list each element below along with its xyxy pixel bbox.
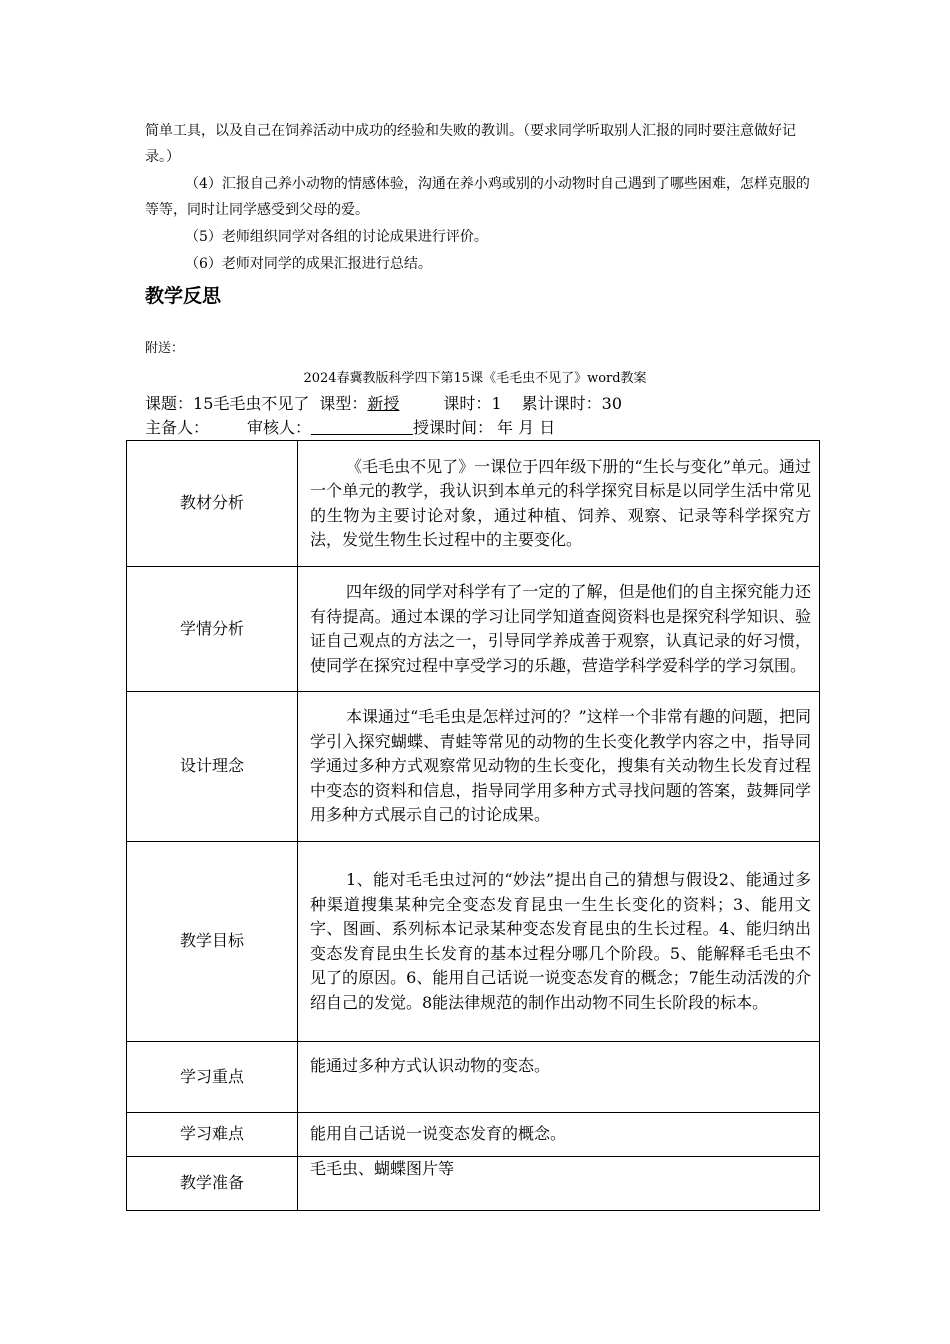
paragraph-tools-experience: 简单工具，以及自己在饲养活动中成功的经验和失败的教训。（要求同学听取别人汇报的同时要注意做好记录。） bbox=[145, 123, 796, 165]
table-row bbox=[127, 1157, 820, 1211]
document-title: 2024春冀教版科学四下第15课《毛毛虫不见了》word教案 bbox=[303, 371, 647, 386]
type-label: 课型： bbox=[319, 394, 368, 413]
row-label: 教材分析 bbox=[127, 441, 298, 567]
reviewer-label: 审核人： bbox=[247, 418, 312, 437]
preparer-label: 主备人： bbox=[145, 418, 210, 437]
row-content: 1、能对毛毛虫过河的“妙法”提出自己的猜想与假设2、能通过多种渠道搜集某种完全变态发育昆虫一生生长变化的资料；3、能用文字、图画、系列标本记录某种变态发育昆虫的生长过程。4、能归纳出变态发育昆虫生长发育的基本过程分哪几个阶段。5、能解释毛毛虫不见了的原因。6、能用自己话说一说变态发育的概念；7能生动活泼的介绍自己的发觉。8能法律规范的制作出动物不同生长阶段的标本。 bbox=[298, 842, 820, 1042]
paragraph-step-4: （4）汇报自己养小动物的情感体验，沟通在养小鸡或别的小动物时自己遇到了哪些困难，怎样克服的等等，同时让同学感受到父母的爱。 bbox=[145, 176, 810, 218]
hours-value: 1 bbox=[491, 394, 502, 413]
table-row bbox=[127, 567, 820, 692]
row-content: 本课通过“毛毛虫是怎样过河的？”这样一个非常有趣的问题，把同学引入探究蝴蝶、青蛙等常见的动物的生长变化教学内容之中，指导同学通过多种方式观察常见动物的生长变化，搜集有关动物生长发育过程中变态的资料和信息，指导同学用多种方式寻找问题的答案，鼓舞同学用多种方式展示自己的讨论成果。 bbox=[298, 692, 820, 842]
row-label: 教学目标 bbox=[127, 842, 298, 1042]
section-heading: 教学反思 bbox=[145, 285, 222, 307]
table-row bbox=[127, 692, 820, 842]
table-row bbox=[127, 441, 820, 567]
row-content: 四年级的同学对科学有了一定的了解，但是他们的自主探究能力还有待提高。通过本课的学习让同学知道查阅资料也是探究科学知识、验证自己观点的方法之一，引导同学养成善于观察，认真记录的好习惯，使同学在探究过程中享受学习的乐趣，营造学科学爱科学的学习氛围。 bbox=[298, 567, 820, 692]
paragraph-step-6: （6）老师对同学的成果汇报进行总结。 bbox=[185, 256, 432, 272]
table-row bbox=[127, 1113, 820, 1157]
row-label: 设计理念 bbox=[127, 692, 298, 842]
appendix-label: 附送： bbox=[145, 341, 185, 356]
row-label: 学习难点 bbox=[127, 1113, 298, 1157]
row-content: 毛毛虫、蝴蝶图片等 bbox=[298, 1157, 820, 1211]
reviewer-blank-line bbox=[311, 417, 413, 435]
lesson-meta-line-2 bbox=[145, 416, 555, 440]
topic-value: 15毛毛虫不见了 bbox=[193, 394, 310, 413]
row-label: 学情分析 bbox=[127, 567, 298, 692]
cumulative-value: 30 bbox=[601, 394, 622, 413]
lesson-meta-line-1 bbox=[145, 392, 622, 416]
hours-label: 课时： bbox=[443, 394, 492, 413]
row-content: 能通过多种方式认识动物的变态。 bbox=[298, 1042, 820, 1113]
type-value: 新授 bbox=[367, 394, 400, 413]
row-label: 学习重点 bbox=[127, 1042, 298, 1113]
topic-label: 课题： bbox=[145, 394, 194, 413]
row-label: 教学准备 bbox=[127, 1157, 298, 1211]
time-label: 授课时间： bbox=[413, 418, 494, 437]
paragraph-step-5: （5）老师组织同学对各组的讨论成果进行评价。 bbox=[185, 229, 488, 245]
row-content: 能用自己话说一说变态发育的概念。 bbox=[298, 1113, 820, 1157]
row-content: 《毛毛虫不见了》一课位于四年级下册的“生长与变化”单元。通过一个单元的教学，我认识到本单元的科学探究目标是以同学生活中常见的生物为主要讨论对象，通过种植、饲养、观察、记录等科学探究方法，发觉生物生长过程中的主要变化。 bbox=[298, 441, 820, 567]
lesson-plan-table bbox=[126, 440, 820, 1211]
table-row bbox=[127, 842, 820, 1042]
time-value: 年 月 日 bbox=[497, 418, 556, 437]
cumulative-label: 累计课时： bbox=[521, 394, 602, 413]
table-row bbox=[127, 1042, 820, 1113]
